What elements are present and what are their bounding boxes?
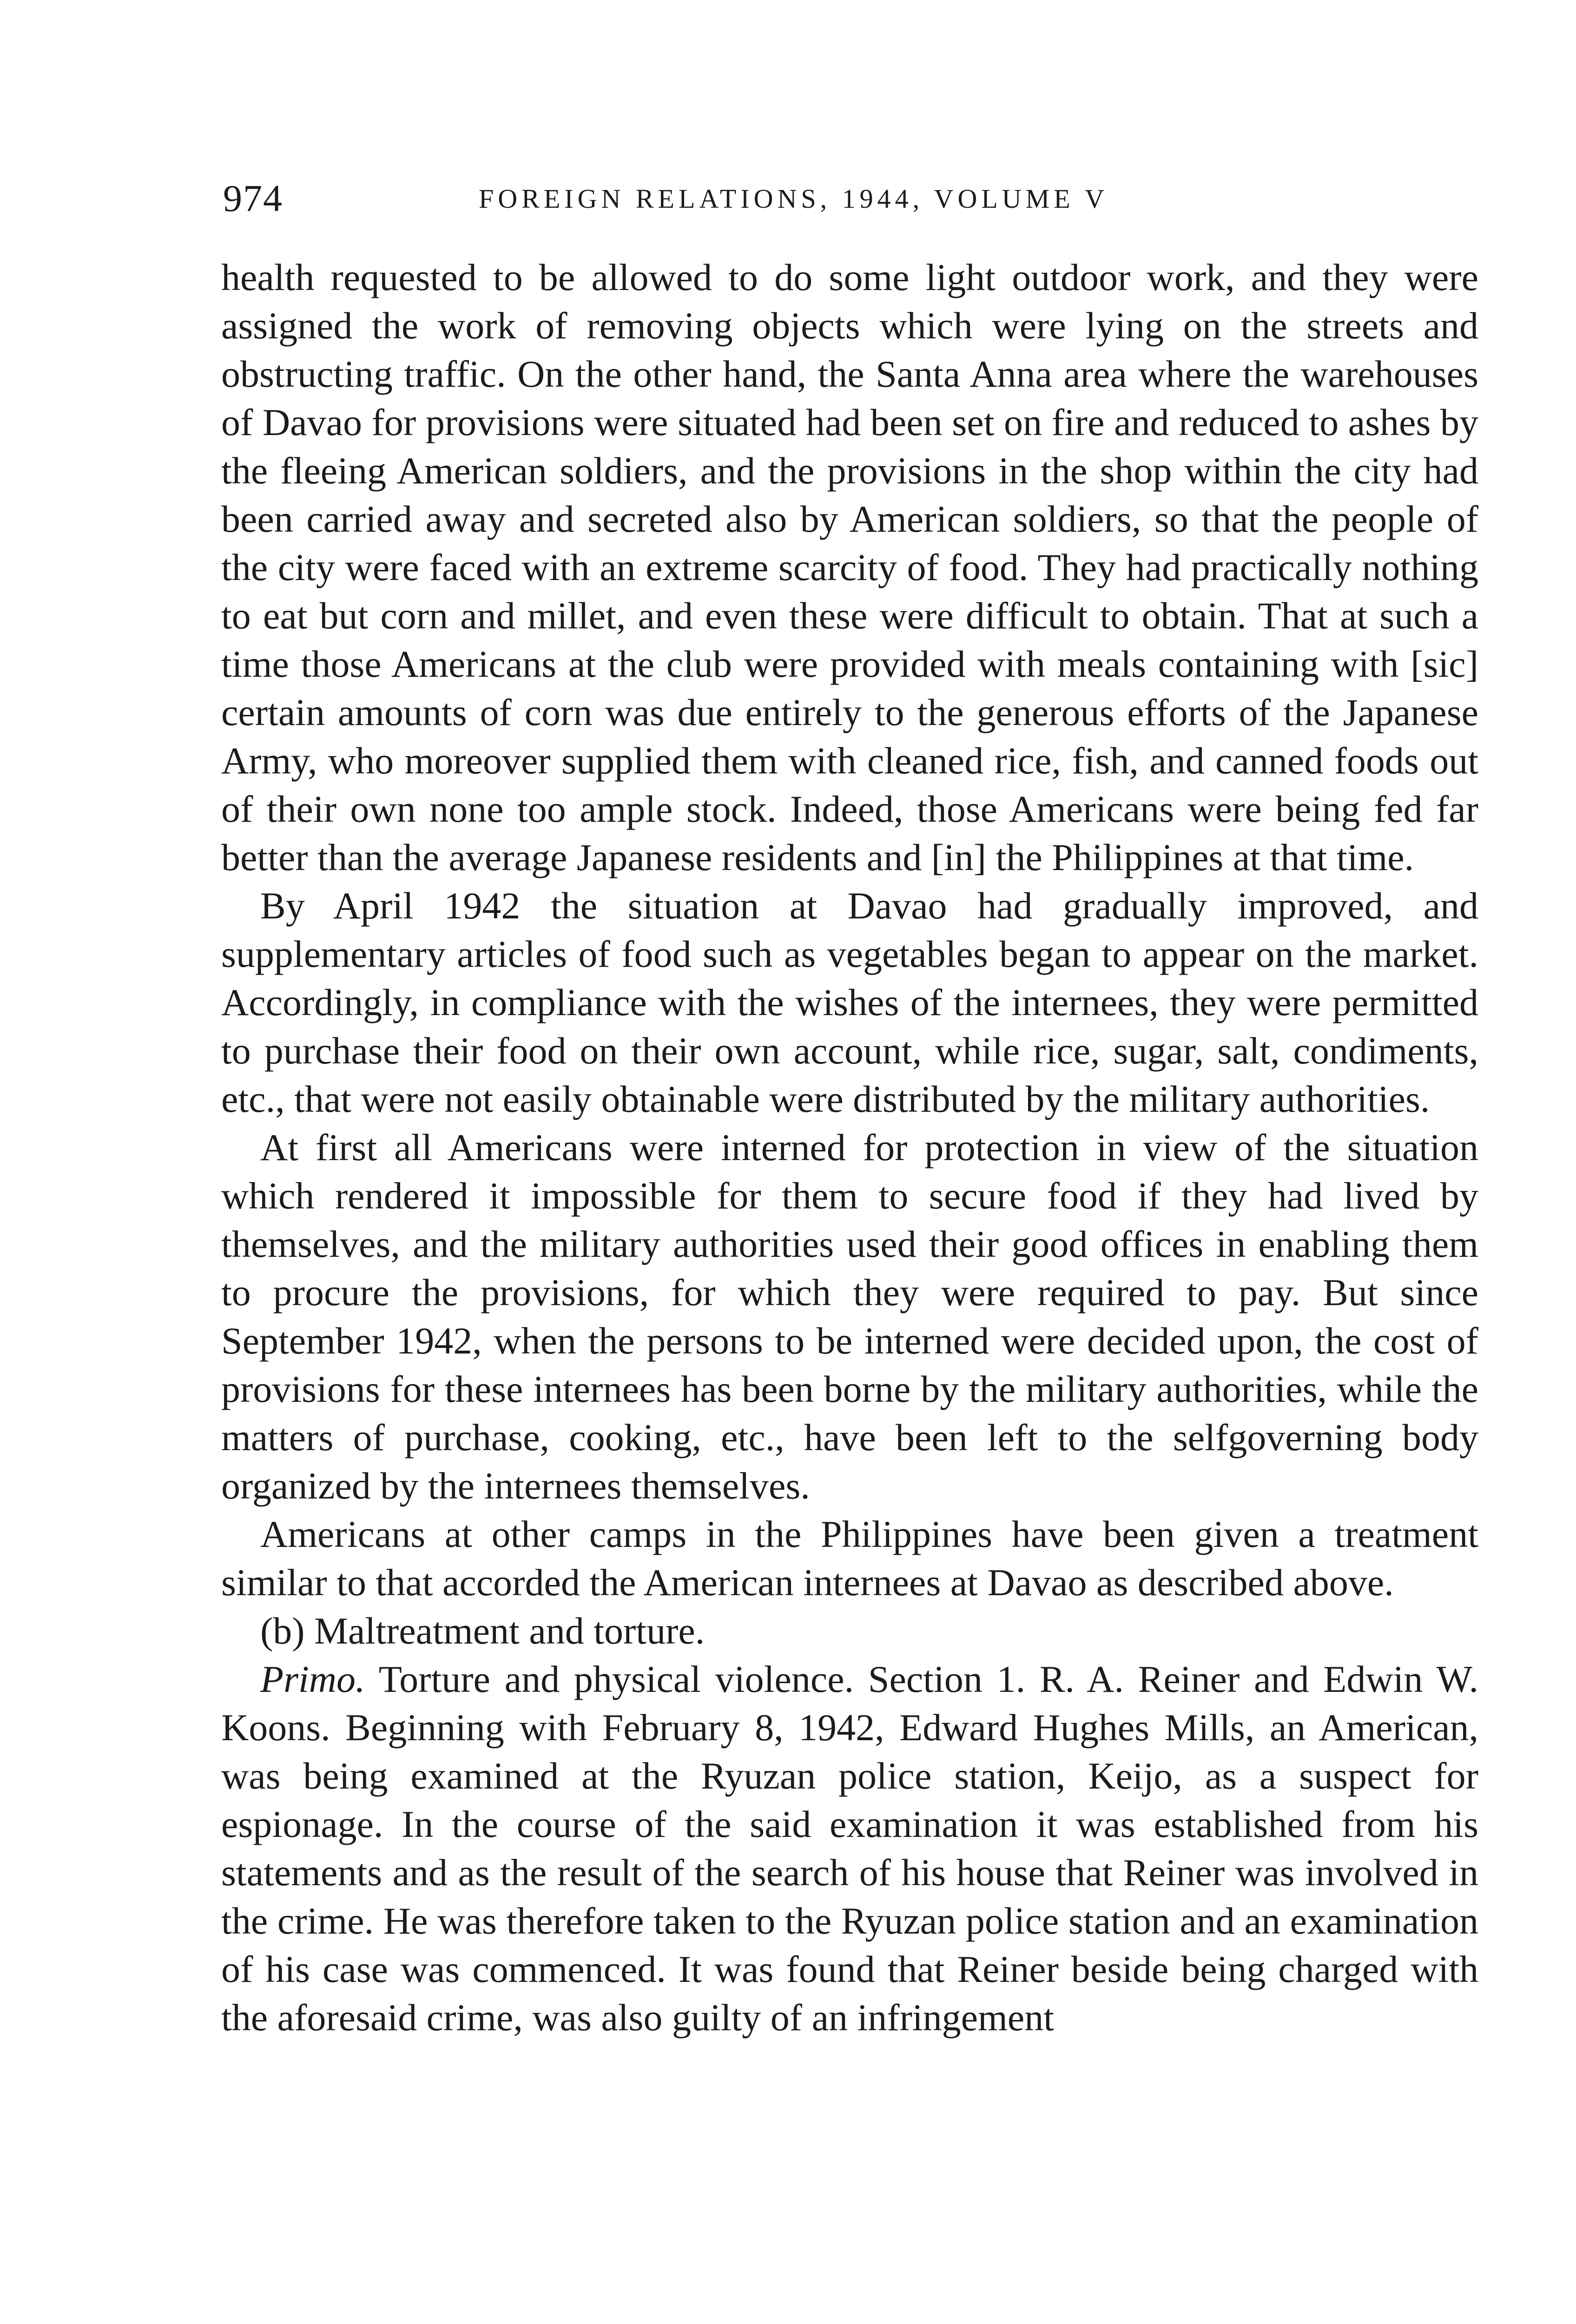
body-text xyxy=(221,253,1478,2042)
section-heading-maltreatment: (b) Maltreatment and torture. xyxy=(260,1610,705,1652)
paragraph-other-camps: Americans at other camps in the Philippines have been given a treatment similar to that accorded the American internees at Davao as described above. xyxy=(221,1513,1478,1604)
paragraph-interned-protection: At first all Americans were interned for protection in view of the situation which rendered it impossible for them to secure food if they had lived by themselves, and the military authorities used their good offices in enabling them to procure the provisions, for which they were required to pay. But since September 1942, when the persons to be interned were decided upon, the cost of provisions for these internees has been borne by the military authorities, while the matters of purchase, cooking, etc., have been left to the selfgoverning body organized by the internees themselves. xyxy=(221,1126,1478,1507)
primo-label: Primo. xyxy=(260,1658,365,1700)
paragraph-primo xyxy=(221,1655,1478,2042)
primo-text: Torture and physical violence. Section 1. R. A. Reiner and Edwin W. Koons. Beginning with February 8, 1942, Edward Hughes Mills, an American, was being examined at the Ryuzan police station, Keijo, as a suspect for espionage. In the course of the said examination it was established from his statements and as the result of the search of his house that Reiner was involved in the crime. He was therefore taken to the Ryuzan police station and an examination of his case was commenced. It was found that Reiner beside being charged with the aforesaid crime, was also guilty of an infringement xyxy=(221,1658,1478,2039)
page-number: 974 xyxy=(223,177,283,219)
paragraph-continuation: health requested to be allowed to do some light outdoor work, and they were assigned the work of removing objects which were lying on the streets and obstructing traffic. On the other hand, the Santa Anna area where the warehouses of Davao for provisions were situated had been set on fire and reduced to ashes by the fleeing American soldiers, and the provisions in the shop within the city had been carried away and secreted also by American soldiers, so that the people of the city were faced with an extreme scarcity of food. They had practically nothing to eat but corn and millet, and even these were difficult to obtain. That at such a time those Americans at the club were provided with meals containing with [sic] certain amounts of corn was due entirely to the generous efforts of the Japanese Army, who moreover supplied them with cleaned rice, fish, and canned foods out of their own none too ample stock. Indeed, those Americans were being fed far better than the average Japanese residents and [in] the Philippines at that time. xyxy=(221,256,1478,878)
page-header xyxy=(223,177,1478,228)
running-head: FOREIGN RELATIONS, 1944, VOLUME V xyxy=(479,184,1108,214)
paragraph-april-1942: By April 1942 the situation at Davao had gradually improved, and supplementary articles of food such as vegetables began to appear on the market. Accordingly, in compliance with the wishes of the internees, they were permitted to purchase their food on their own account, while rice, sugar, salt, condiments, etc., that were not easily obtainable were distributed by the military authorities. xyxy=(221,885,1478,1120)
